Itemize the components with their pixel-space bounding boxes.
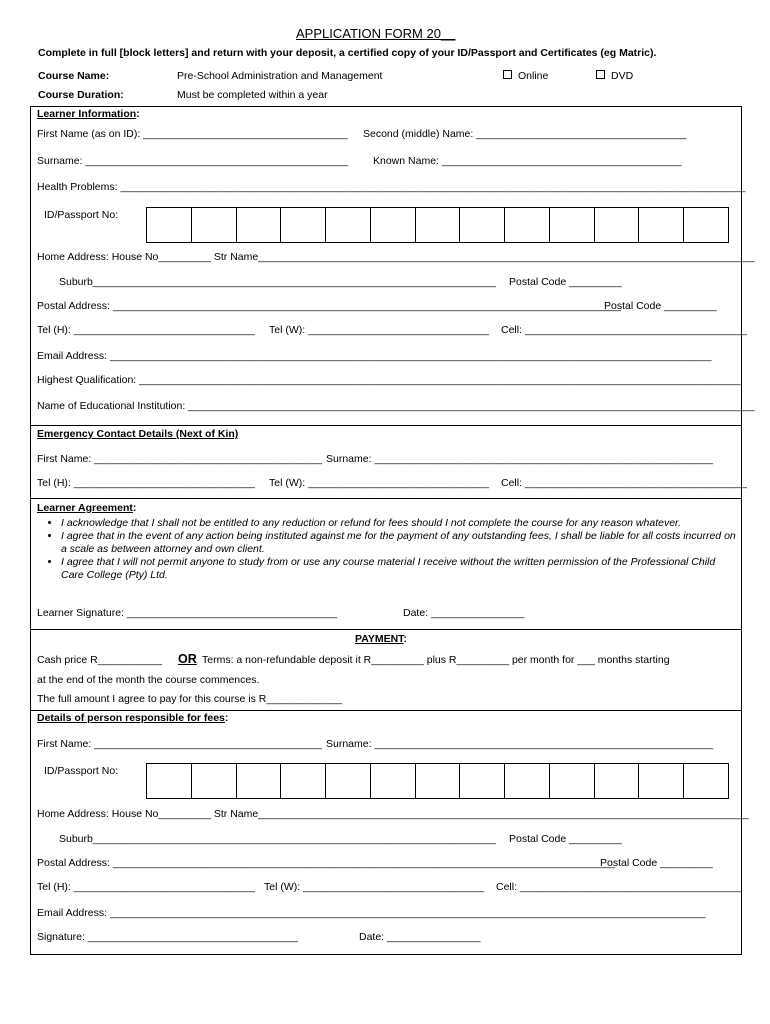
instructions: Complete in full [block letters] and return with your deposit, a certified copy of your ID/Passport and Certificates (eg Matric). (38, 47, 657, 59)
learner-postal-code-2-field[interactable]: Postal Code _________ (604, 300, 717, 312)
course-duration-label: Course Duration: (38, 89, 124, 101)
responsible-heading: Details of person responsible for fees: (37, 712, 229, 724)
emergency-first-name-field[interactable]: First Name: _______________________________________ (37, 453, 322, 465)
responsible-tel-h-field[interactable]: Tel (H): _______________________________ (37, 881, 255, 893)
responsible-postal-code-1-field[interactable]: Postal Code _________ (509, 833, 622, 845)
responsible-surname-field[interactable]: Surname: __________________________________________________________ (326, 738, 714, 750)
divider (30, 710, 742, 711)
educational-institution-field[interactable]: Name of Educational Institution: _________________________________________________________________________________________________ (37, 400, 755, 412)
emergency-heading: Emergency Contact Details (Next of Kin) (37, 428, 239, 440)
emergency-tel-h-field[interactable]: Tel (H): _______________________________ (37, 477, 255, 489)
learner-surname-field[interactable]: Surname: _____________________________________________ (37, 155, 349, 167)
course-duration-value: Must be completed within a year (177, 89, 328, 101)
online-checkbox[interactable] (503, 70, 512, 79)
agreement-item: • I acknowledge that I shall not be entitled to any reduction or refund for fees should I not complete the course for any reason whatever. (61, 517, 737, 530)
learner-postal-code-1-field[interactable]: Postal Code _________ (509, 276, 622, 288)
cash-price-field[interactable]: Cash price R___________ (37, 654, 162, 666)
emergency-cell-field[interactable]: Cell: ______________________________________ (501, 477, 747, 489)
learner-second-name-field[interactable]: Second (middle) Name: ____________________________________ (363, 128, 687, 140)
responsible-first-name-field[interactable]: First Name: _______________________________________ (37, 738, 322, 750)
learner-cell-field[interactable]: Cell: ______________________________________ (501, 324, 747, 336)
dvd-checkbox[interactable] (596, 70, 605, 79)
learner-tel-w-field[interactable]: Tel (W): _______________________________ (269, 324, 490, 336)
divider (30, 425, 742, 426)
or-text: OR (178, 652, 197, 666)
agreement-heading: Learner Agreement: (37, 502, 137, 514)
learner-known-name-field[interactable]: Known Name: _________________________________________ (373, 155, 682, 167)
learner-id-label: ID/Passport No: (44, 209, 119, 221)
divider (30, 498, 742, 499)
agreement-item: • I agree that in the event of any action being instituted against me for the payment of any outstanding fees, I shall be liable for all costs incurred on a scale as between attorney and own client. (61, 530, 737, 556)
dvd-option[interactable] (596, 70, 633, 82)
dvd-label: DVD (611, 70, 634, 82)
responsible-suburb-field[interactable]: Suburb_____________________________________________________________________ (59, 833, 496, 845)
agreement-list (37, 517, 737, 582)
emergency-tel-w-field[interactable]: Tel (W): _______________________________ (269, 477, 490, 489)
payment-heading: PAYMENT: (355, 633, 407, 645)
responsible-tel-w-field[interactable]: Tel (W): _______________________________ (264, 881, 485, 893)
payment-terms-continued: at the end of the month the course commences. (37, 674, 260, 686)
learner-signature-field[interactable]: Learner Signature: ____________________________________ (37, 607, 338, 619)
responsible-postal-address-field[interactable]: Postal Address: ______________________________________________________________________________________ (37, 857, 616, 869)
learner-first-name-field[interactable]: First Name (as on ID): ___________________________________ (37, 128, 348, 140)
divider (30, 629, 742, 630)
learner-id-grid[interactable] (146, 207, 729, 243)
responsible-cell-field[interactable]: Cell: ______________________________________ (496, 881, 742, 893)
payment-terms-field[interactable]: Terms: a non-refundable deposit it R_________ plus R_________ per month for ___ months starting (202, 654, 670, 666)
learner-heading: Learner Information: (37, 108, 140, 120)
agreement-item: • I agree that I will not permit anyone to study from or use any course material I receive without the written permission of the Professional Child Care College (Pty) Ltd. (61, 556, 737, 582)
learner-postal-address-field[interactable]: Postal Address: _______________________________________________________________________________________ (37, 300, 621, 312)
online-label: Online (518, 70, 549, 82)
course-name-label: Course Name: (38, 70, 110, 82)
learner-date-field[interactable]: Date: ________________ (403, 607, 525, 619)
full-amount-field[interactable]: The full amount I agree to pay for this course is R_____________ (37, 693, 343, 705)
highest-qualification-field[interactable]: Highest Qualification: _______________________________________________________________________________________________________ (37, 374, 741, 386)
course-name-value: Pre-School Administration and Management (177, 70, 383, 82)
responsible-home-address-field[interactable]: Home Address: House No_________ Str Name____________________________________________________________________________________ (37, 808, 749, 820)
health-problems-field[interactable]: Health Problems: ___________________________________________________________________________________________________________ (37, 181, 746, 193)
page-title: APPLICATION FORM 20__ (296, 26, 456, 41)
responsible-id-grid[interactable] (146, 763, 729, 799)
online-option[interactable] (503, 70, 548, 82)
responsible-email-field[interactable]: Email Address: ______________________________________________________________________________________________________ (37, 907, 706, 919)
responsible-date-field[interactable]: Date: ________________ (359, 931, 481, 943)
learner-home-address-field[interactable]: Home Address: House No_________ Str Name_____________________________________________________________________________________ (37, 251, 755, 263)
emergency-surname-field[interactable]: Surname: __________________________________________________________ (326, 453, 714, 465)
responsible-postal-code-2-field[interactable]: Postal Code _________ (600, 857, 713, 869)
learner-suburb-field[interactable]: Suburb_____________________________________________________________________ (59, 276, 496, 288)
learner-email-field[interactable]: Email Address: _______________________________________________________________________________________________________ (37, 350, 712, 362)
learner-tel-h-field[interactable]: Tel (H): _______________________________ (37, 324, 255, 336)
responsible-signature-field[interactable]: Signature: ____________________________________ (37, 931, 299, 943)
responsible-id-label: ID/Passport No: (44, 765, 119, 777)
